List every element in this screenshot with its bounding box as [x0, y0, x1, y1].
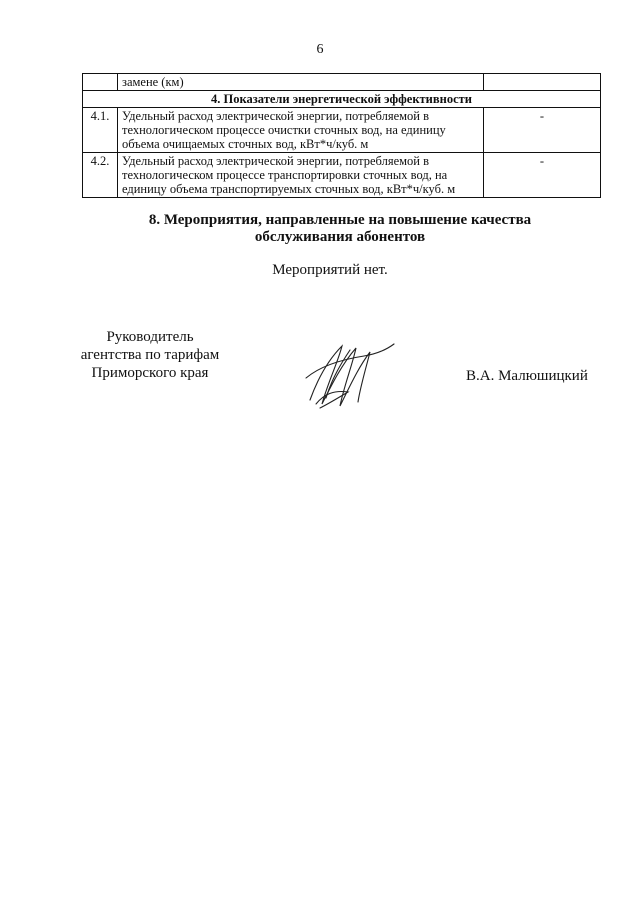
no-measures-text: Мероприятий нет.: [272, 262, 388, 278]
row-value-cell: [484, 74, 601, 91]
row-value: -: [484, 153, 601, 198]
description-line: единицу объема транспортируемых сточных вод, кВт*ч/куб. м: [122, 182, 456, 196]
indicators-table: [82, 73, 601, 198]
section-heading: [0, 212, 640, 246]
description-line: технологическом процессе очистки сточных вод, на единицу: [122, 123, 446, 137]
role-line: агентства по тарифам: [80, 347, 220, 363]
section-header-row: [83, 91, 601, 108]
description-line: Удельный расход электрической энергии, потребляемой в: [122, 109, 430, 123]
table-row: [83, 108, 601, 153]
row-value: -: [484, 108, 601, 153]
row-description: [118, 108, 484, 153]
description-line: технологическом процессе транспортировки сточных вод, на: [122, 168, 448, 182]
row-number: 4.2.: [83, 153, 118, 198]
section-title: 4. Показатели энергетической эффективности: [83, 91, 601, 108]
role-line: Руководитель: [106, 329, 194, 345]
table-row: [83, 153, 601, 198]
row-text-cell: замене (км): [118, 74, 484, 91]
role-line: Приморского края: [91, 365, 209, 381]
handwritten-signature: [298, 338, 398, 410]
table-row: [83, 74, 601, 91]
heading-line: 8. Мероприятия, направленные на повышение качества: [148, 212, 532, 228]
description-line: объема очищаемых сточных вод, кВт*ч/куб. м: [122, 137, 369, 151]
signatory-role: [70, 328, 230, 382]
page-number: 6: [316, 42, 324, 57]
row-description: [118, 153, 484, 198]
description-line: Удельный расход электрической энергии, потребляемой в: [122, 154, 430, 168]
heading-line: обслуживания абонентов: [254, 229, 426, 245]
row-number: 4.1.: [83, 108, 118, 153]
row-number-cell: [83, 74, 118, 91]
signer-name: В.А. Малюшицкий: [466, 368, 588, 384]
